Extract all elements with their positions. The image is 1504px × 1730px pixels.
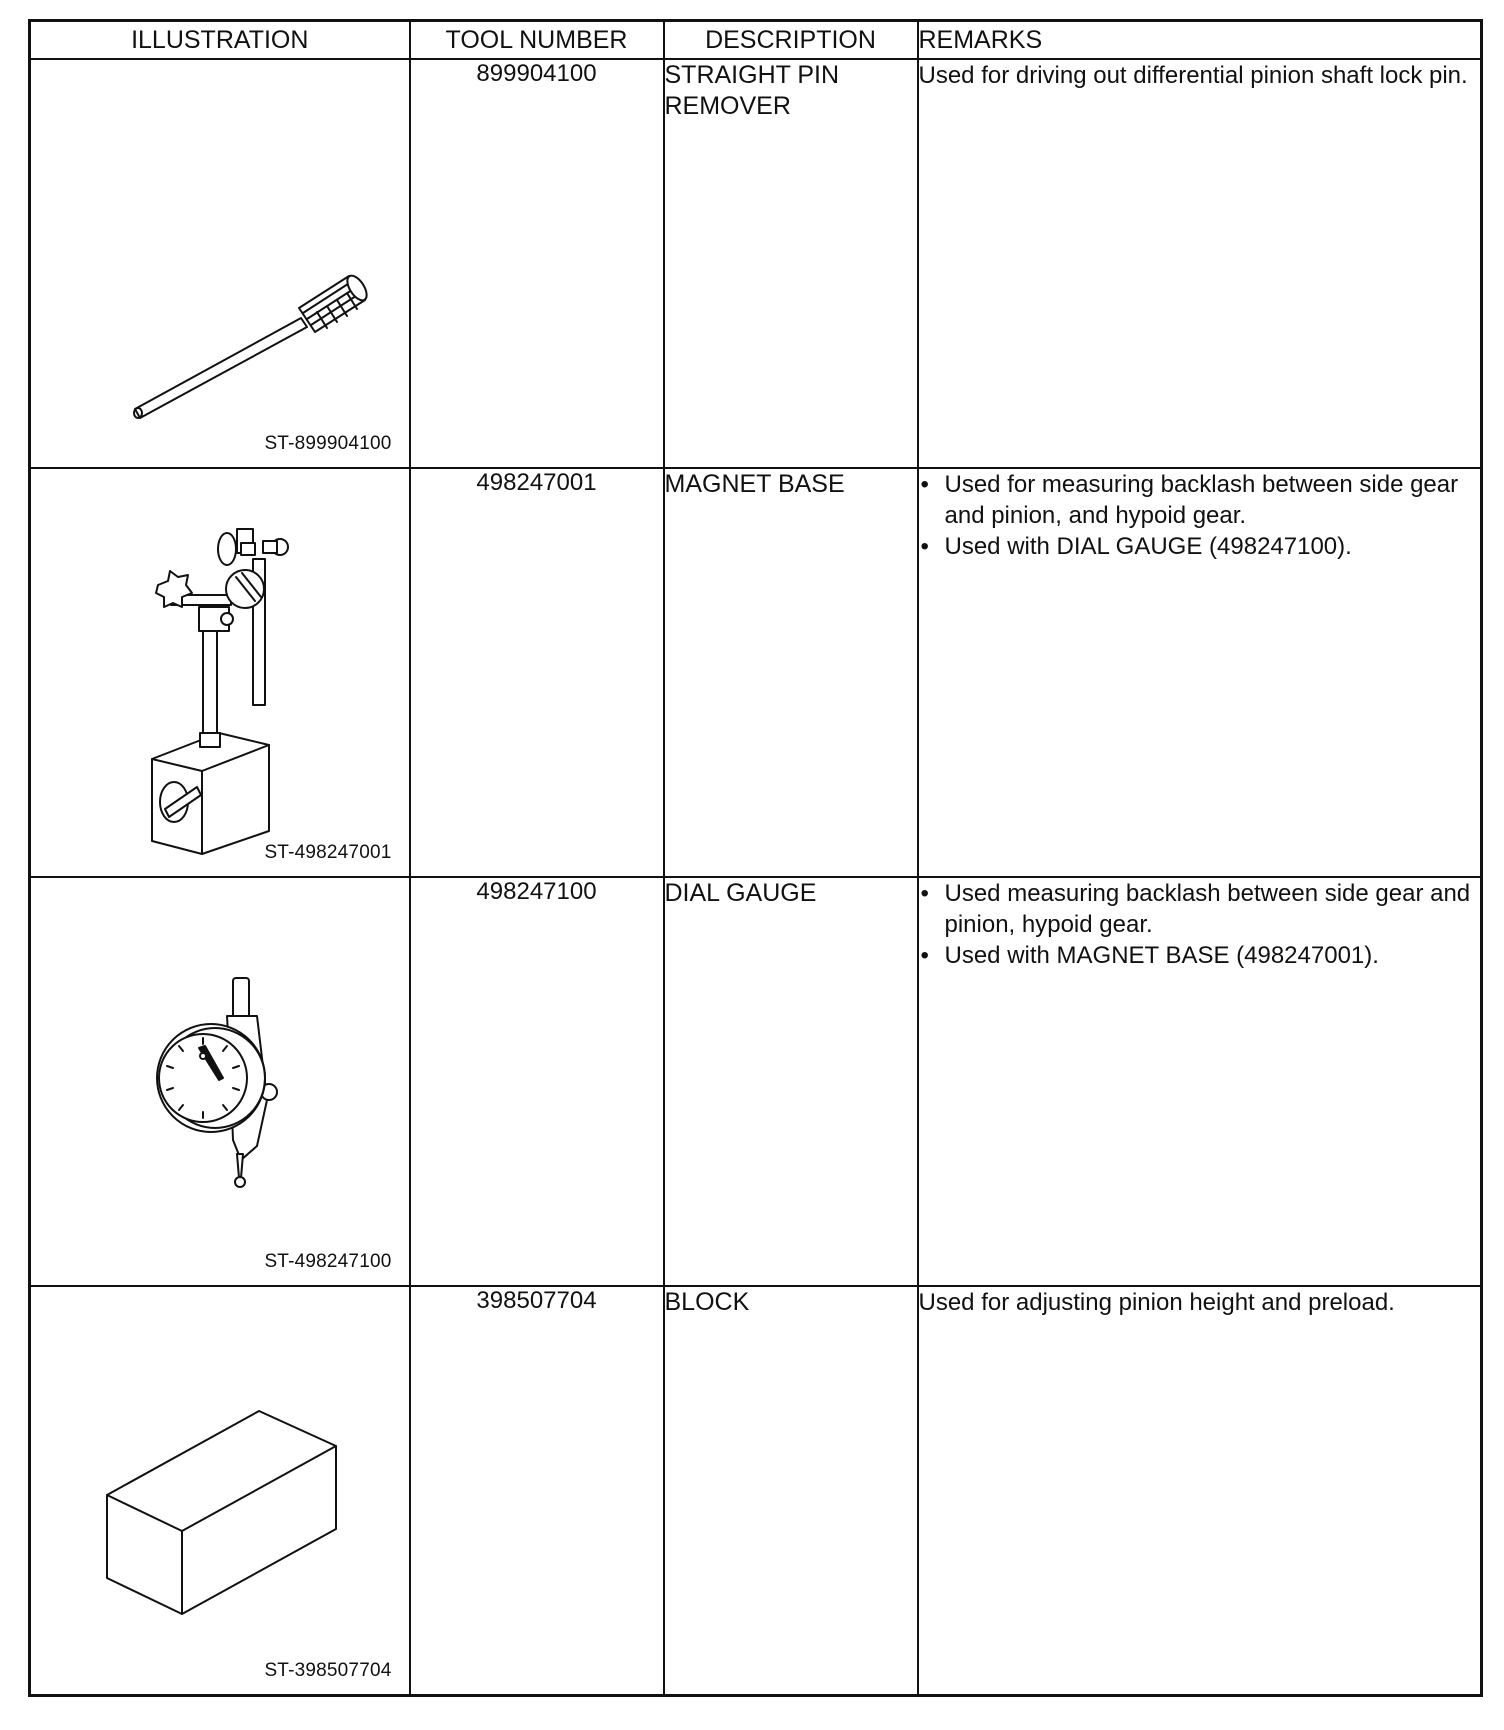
header-remarks: REMARKS: [918, 21, 1482, 60]
illustration-code: ST-398507704: [264, 1659, 392, 1681]
tool-remarks: [918, 468, 1482, 877]
tool-remarks: [918, 877, 1482, 1286]
remark-text: Used for driving out differential pinion shaft lock pin.: [918, 62, 1468, 89]
tool-remarks: [918, 1286, 1482, 1695]
tool-number: 498247001: [410, 468, 664, 877]
remark-item: • Used measuring backlash between side gear and pinion, hypoid gear.: [919, 878, 1481, 940]
tool-description: MAGNET BASE: [664, 468, 918, 877]
straight-pin-remover-icon: [31, 60, 411, 469]
special-tools-table: [28, 19, 1483, 1697]
table-row: [30, 1286, 1482, 1695]
illustration-code: ST-498247100: [264, 1251, 392, 1272]
tool-description: DIAL GAUGE: [664, 877, 918, 1286]
tool-number: 899904100: [410, 59, 664, 468]
illustration-code: ST-498247001: [264, 842, 392, 863]
remarks-list: [919, 878, 1481, 971]
magnet-base-icon: [31, 469, 411, 878]
header-description: DESCRIPTION: [664, 21, 918, 60]
table-row: [30, 468, 1482, 877]
table-row: [30, 877, 1482, 1286]
tool-description: BLOCK: [664, 1286, 918, 1695]
tool-remarks: [918, 59, 1482, 468]
remark-item: • Used for measuring backlash between side gear and pinion, and hypoid gear.: [919, 469, 1481, 531]
header-row: [30, 21, 1482, 60]
remark-item: • Used with DIAL GAUGE (498247100).: [919, 531, 1481, 562]
header-tool-number: TOOL NUMBER: [410, 21, 664, 60]
remarks-list: [919, 469, 1481, 562]
remark-item: • Used with MAGNET BASE (498247001).: [919, 940, 1481, 971]
table-row: [30, 59, 1482, 468]
illustration-code: ST-899904100: [264, 433, 392, 454]
illustration-cell: [30, 1286, 410, 1695]
remark-text: Used for adjusting pinion height and preload.: [918, 1289, 1395, 1316]
block-icon: [31, 1287, 411, 1696]
tool-number: 398507704: [410, 1286, 664, 1695]
header-illustration: ILLUSTRATION: [30, 21, 410, 60]
dial-gauge-icon: [31, 878, 411, 1287]
tool-description: STRAIGHT PIN REMOVER: [664, 59, 918, 468]
tool-number: 498247100: [410, 877, 664, 1286]
illustration-cell: [30, 877, 410, 1286]
illustration-cell: [30, 59, 410, 468]
illustration-cell: [30, 468, 410, 877]
